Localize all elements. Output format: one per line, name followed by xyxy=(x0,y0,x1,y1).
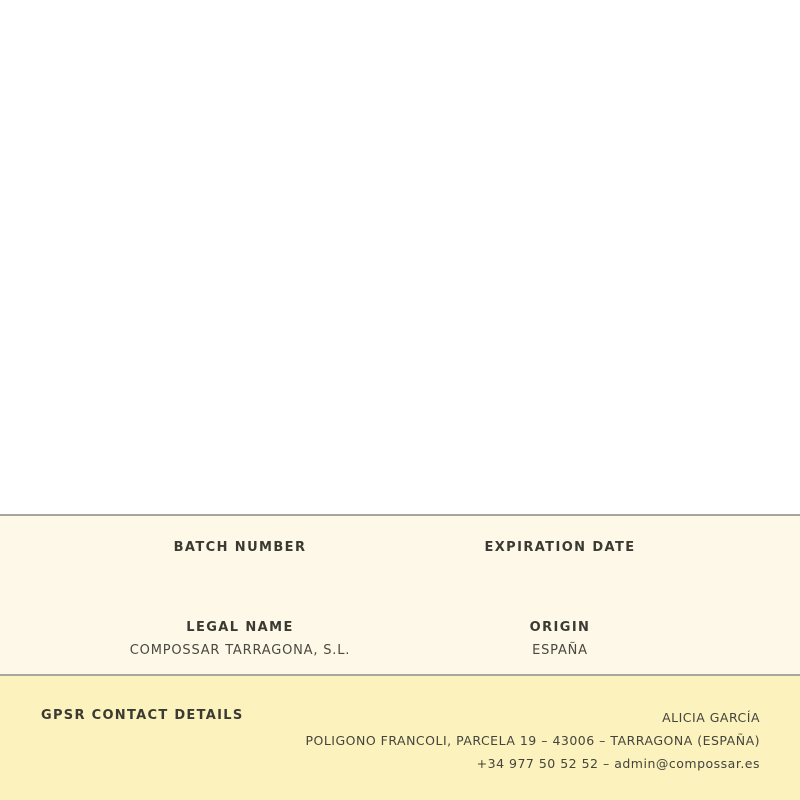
batch-number-label: BATCH NUMBER xyxy=(173,540,307,555)
legal-name-value: COMPOSSAR TARRAGONA, S.L. xyxy=(129,643,351,658)
gpsr-contact-block xyxy=(305,706,760,775)
gpsr-title: GPSR CONTACT DETAILS xyxy=(41,708,244,723)
gpsr-contact-phone-email: +34 977 50 52 52 – admin@compossar.es xyxy=(476,756,760,771)
field-expiration-date xyxy=(400,541,720,563)
expiration-date-label: EXPIRATION DATE xyxy=(484,540,636,555)
gpsr-contact-address: POLIGONO FRANCOLI, PARCELA 19 – 43006 – TARRAGONA (ESPAÑA) xyxy=(305,733,760,748)
field-batch-number xyxy=(80,541,400,563)
gpsr-contact-name: ALICIA GARCÍA xyxy=(662,710,760,725)
origin-label: ORIGIN xyxy=(529,620,591,635)
info-row-legal-origin xyxy=(80,621,720,659)
field-legal-name xyxy=(80,621,400,659)
field-origin xyxy=(400,621,720,659)
product-info-section xyxy=(0,516,800,674)
info-row-batch-expiration xyxy=(80,516,720,563)
legal-name-label: LEGAL NAME xyxy=(186,620,294,635)
origin-value: ESPAÑA xyxy=(532,643,588,658)
gpsr-section xyxy=(0,676,800,800)
